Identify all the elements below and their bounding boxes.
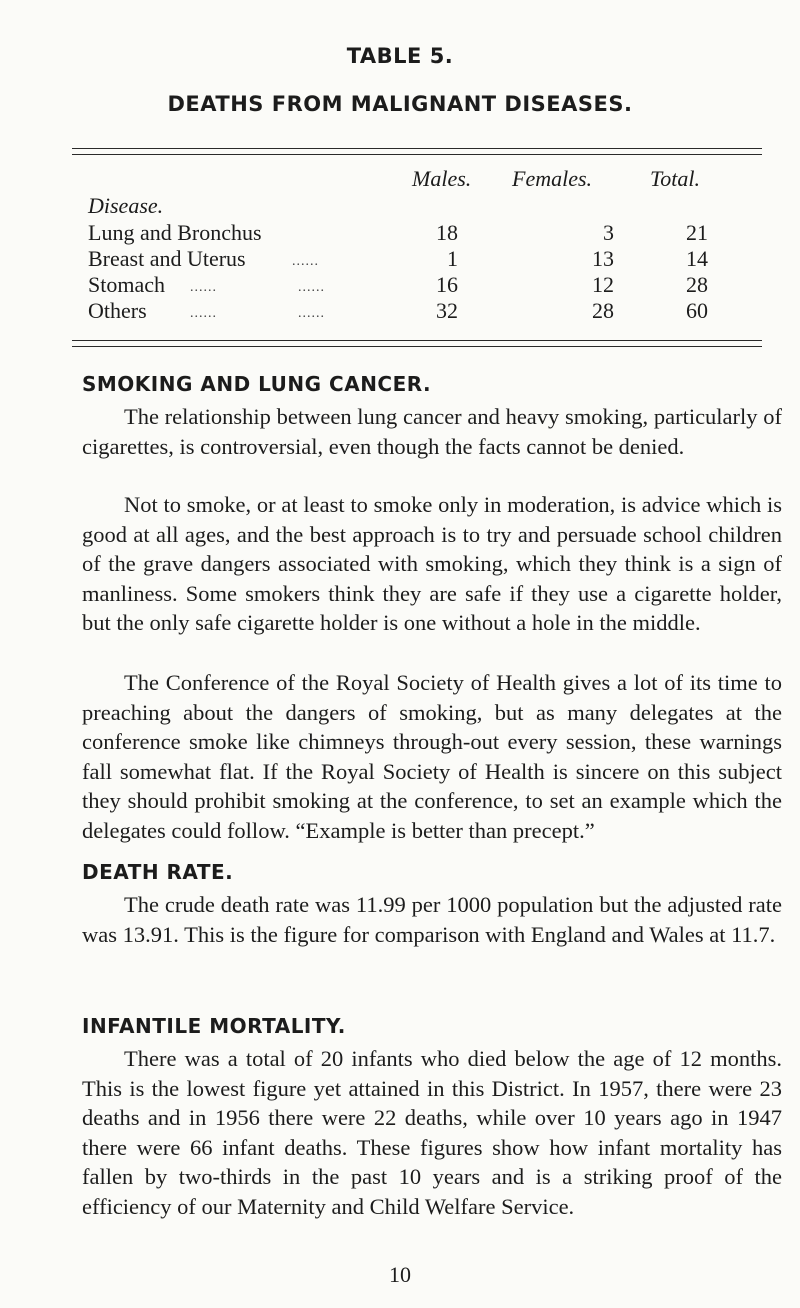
row-total: 21 [686, 220, 708, 245]
page-number: 10 [389, 1262, 411, 1287]
row-disease: Breast and Uterus [88, 246, 246, 271]
leader-dots: ...... [190, 306, 217, 321]
row-total: 14 [686, 246, 708, 271]
infantile-mortality-paragraph: There was a total of 20 infants who died below the age of 12 months. This is the lowest figure yet attained in this District. In 1957, there were 23 deaths and in 1956 there were 22 deaths, while over 10 years ago in 1947 there were 66 infant deaths. These figures show how infant mortality has fallen by two-thirds in the past 10 years and is a striking proof of the efficiency of our Maternity and Child Welfare Service. [82, 1046, 782, 1219]
header-total: Total. [650, 166, 700, 191]
smoking-paragraph-3: The Conference of the Royal Society of Health gives a lot of its time to preaching about the dangers of smoking, but as many delegates at the conference smoke like chimneys through-out every session, these warnings fall somewhat flat. If the Royal Society of Health is sincere on this subject they should prohibit smoking at the conference, to set an example which the delegates could follow. “Example is better than precept.” [82, 670, 782, 843]
row-males: 32 [436, 298, 458, 323]
header-males: Males. [412, 166, 472, 191]
row-males: 18 [436, 220, 458, 245]
leader-dots: ...... [298, 306, 325, 321]
row-disease: Lung and Bronchus [88, 220, 262, 245]
infantile-mortality-heading: INFANTILE MORTALITY. [82, 1014, 346, 1038]
table-bottom-rule [72, 340, 762, 347]
table-top-rule [72, 148, 762, 155]
death-rate-paragraph: The crude death rate was 11.99 per 1000 population but the adjusted rate was 13.91. This is the figure for comparison with England and Wales at 11.7. [82, 892, 782, 947]
leader-dots: ...... [190, 280, 217, 295]
row-males: 1 [447, 246, 458, 271]
table-subtitle: DEATHS FROM MALIGNANT DISEASES. [167, 92, 633, 116]
row-total: 28 [686, 272, 708, 297]
death-rate-heading: DEATH RATE. [82, 860, 234, 884]
row-females: 3 [603, 220, 614, 245]
row-females: 28 [592, 298, 614, 323]
header-females: Females. [512, 166, 593, 191]
row-females: 12 [592, 272, 614, 297]
row-females: 13 [592, 246, 614, 271]
leader-dots: ...... [298, 280, 325, 295]
smoking-paragraph-2: Not to smoke, or at least to smoke only in moderation, is advice which is good at all ages, and the best approach is to try and persuade school children of the grave dangers associated with smoking, which they think is a sign of manliness. Some smokers think they are safe if they use a cigarette holder, but the only safe cigarette holder is one without a hole in the middle. [82, 492, 782, 635]
smoking-paragraph-1: The relationship between lung cancer and heavy smoking, particularly of cigarettes, is controversial, even though the facts cannot be denied. [82, 404, 782, 459]
row-disease: Others [88, 298, 147, 323]
row-total: 60 [686, 298, 708, 323]
row-males: 16 [436, 272, 458, 297]
table-title: TABLE 5. [346, 44, 454, 68]
header-disease: Disease. [88, 193, 164, 218]
row-disease: Stomach [88, 272, 165, 297]
leader-dots: ...... [292, 254, 319, 269]
smoking-heading: SMOKING AND LUNG CANCER. [82, 372, 432, 396]
